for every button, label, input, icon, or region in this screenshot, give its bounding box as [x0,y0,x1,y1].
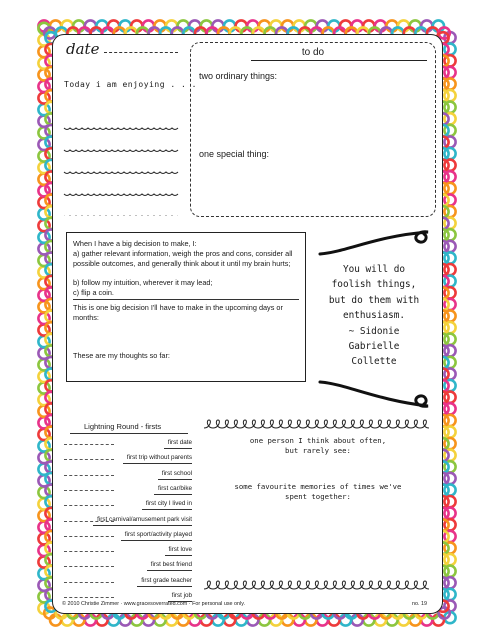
lightning-item-answer-line [64,475,114,476]
decision-big-label: This is one big decision I'll have to make in the upcoming days or months: [73,303,283,322]
quote-flourish-top [316,226,434,258]
lightning-item-label: first city I lived in [145,500,192,508]
decision-rule [73,299,299,300]
page-number: no. 19 [412,601,427,607]
quote-line: but do them with [328,294,420,306]
loop-line [204,420,429,428]
lightning-item-label: first date [167,439,192,446]
lightning-item-answer-line [64,597,114,598]
lightning-item-label: first car/bike [158,484,192,492]
lightning-item [64,576,192,590]
lightning-item-label: first school [161,469,192,477]
lightning-title: Lightning Round - firsts [84,422,162,431]
lightning-item-answer-line [64,536,114,537]
quote-line: You will do [342,264,406,275]
lightning-item [64,515,192,529]
decision-thoughts-label: These are my thoughts so far: [73,351,170,360]
lightning-item-underline [147,570,192,571]
lightning-item-label: first best friend [150,561,192,569]
loop-divider-bottom [202,579,434,595]
lightning-item [64,545,192,559]
memories-line-2: spent together: [285,492,351,501]
lightning-item-answer-line [64,551,114,552]
lightning-item-underline [154,494,192,495]
person-line-2: but rarely see: [285,446,351,455]
todo-ordinary-label: two ordinary things: [199,71,278,81]
lightning-item [64,484,192,498]
person-line-1: one person I think about often, [249,436,387,445]
lightning-title-rule [70,433,188,434]
wavy-line [64,128,178,130]
lightning-item [64,560,192,574]
todo-title: to do [301,47,325,58]
todo-title-underline [251,60,427,61]
loop-divider-top [202,418,434,434]
wavy-line [64,194,178,196]
decision-option-a: a) gather relevant information, weigh the pros and cons, consider all possible outcomes, and generally think about it until my brain hurts; [73,249,293,268]
memories-prompt [204,482,432,502]
lightning-item-label: first trip without parents [126,454,192,462]
person-prompt [204,436,432,456]
lightning-item-answer-line [64,582,114,583]
lightning-item-underline [142,509,192,510]
lightning-item [64,530,192,544]
lightning-item-underline [158,479,192,480]
todo-box [190,42,436,217]
wavy-line [64,150,178,152]
lightning-item-label: first love [168,546,192,554]
quote-line: foolish things, [331,279,417,291]
lightning-item [64,453,192,467]
lightning-item [64,438,192,452]
memories-line-1: some favourite memories of times we've [234,482,402,491]
quote-line: Gabrielle [348,341,400,353]
lightning-item-label: first carnival/amusement park visit [97,515,192,523]
quote-flourish-bottom [316,378,434,412]
lightning-item-answer-line [64,444,114,445]
lightning-item [64,469,192,483]
lightning-item-answer-line [64,505,114,506]
lightning-item-underline [93,525,192,526]
quote-line: enthusiasm. [342,310,406,322]
lightning-item-underline [165,555,192,556]
lightning-item-answer-line [64,459,114,460]
lightning-item-underline [121,540,192,541]
date-line [104,52,178,53]
decision-box [66,232,306,382]
lightning-item-answer-line [64,566,114,567]
lightning-item [64,499,192,513]
decision-option-c: c) flip a coin. [73,288,114,297]
quote-line: ~ Sidonie [348,325,400,337]
lightning-item-underline [164,448,192,449]
enjoying-label: Today i am enjoying . . . [64,80,197,89]
lightning-item-answer-line [64,490,114,491]
enjoying-wavy-lines [62,98,180,216]
lightning-item-label: first sport/activity played [124,530,192,538]
lightning-item-underline [123,463,192,464]
date-label: date [66,40,100,58]
wavy-line [64,172,178,174]
quote-line: Collette [351,356,397,368]
quote-text [318,262,430,370]
lightning-item-underline [137,586,192,587]
todo-special-label: one special thing: [199,149,270,159]
decision-option-b: b) follow my intuition, wherever it may lead; [73,278,213,287]
lightning-item-label: first job [171,592,192,599]
decision-intro: When I have a big decision to make, I: [73,239,197,248]
lightning-item-label: first grade teacher [141,576,192,584]
loop-line [204,581,429,589]
footer-copyright: © 2010 Christie Zimmer · www.gracesoverrated.com · For personal use only. [62,601,246,607]
